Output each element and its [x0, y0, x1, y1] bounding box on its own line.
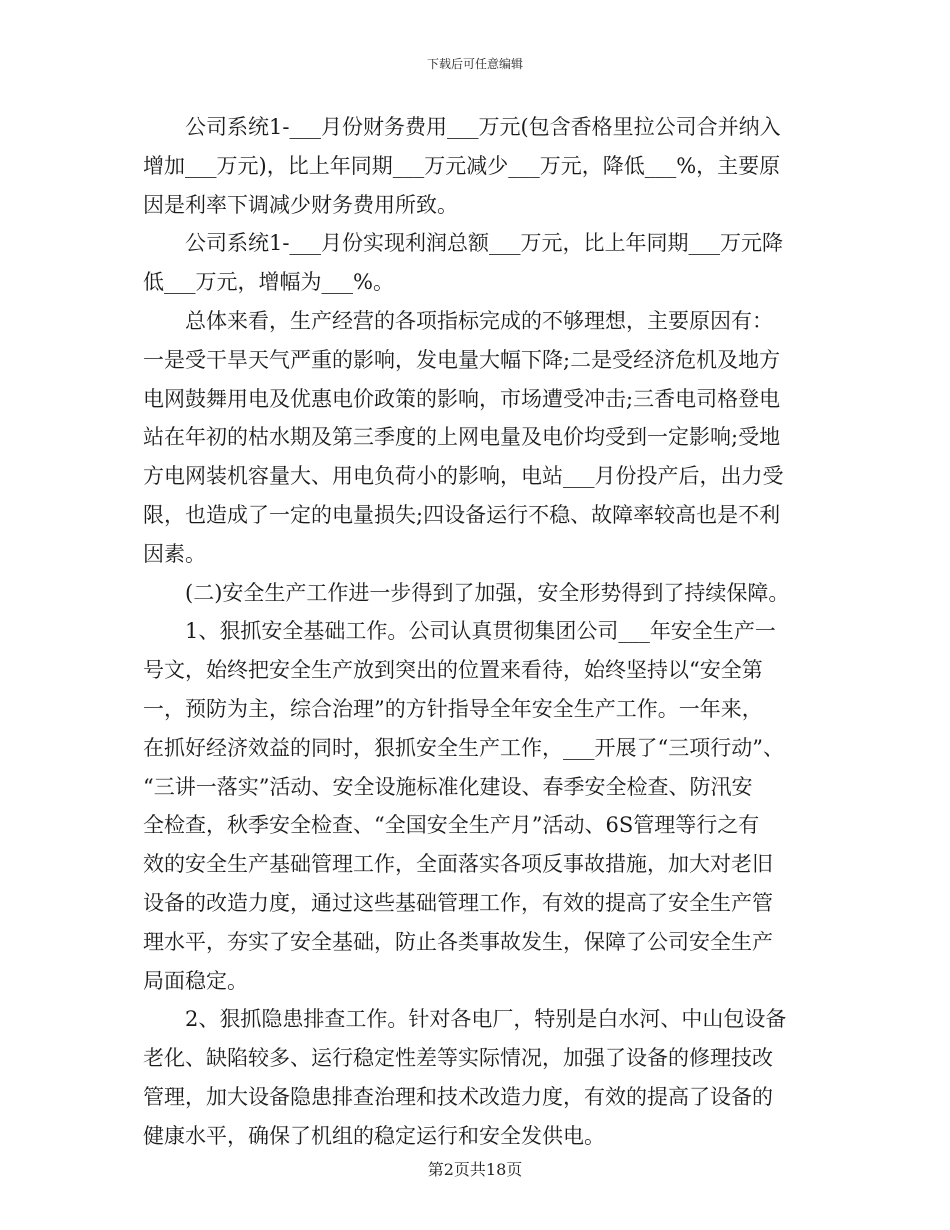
text-line: (二)安全生产工作进一步得到了加强，安全形势得到了持续保障。 — [185, 580, 790, 605]
text-line: 老化、缺陷较多、运行稳定性差等实际情况，加强了设备的修理技改 — [143, 1046, 773, 1071]
text-line: 一，预防为主，综合治理”的方针指导全年安全生产工作。一年来， — [143, 696, 763, 721]
text-line: 公司系统1-___月份财务费用___万元(包含香格里拉公司合并纳入 — [185, 115, 781, 139]
document-body — [143, 108, 815, 1156]
text-line: 在抓好经济效益的同时，狠抓安全生产工作，___开展了“三项行动”、 — [143, 735, 784, 760]
text-line: 一是受干旱天气严重的影响，发电量大幅下降;二是受经济危机及地方 — [143, 347, 781, 372]
text-line: 增加___万元)，比上年同期___万元减少___万元，降低___%，主要原 — [143, 153, 781, 178]
text-line: 号文，始终把安全生产放到突出的位置来看待，始终坚持以“安全第 — [143, 658, 763, 683]
text-line: 全检查，秋季安全检查、“全国安全生产月”活动、6S管理等行之有 — [143, 813, 760, 838]
page-number: 第2页共18页 — [427, 1160, 523, 1179]
text-line: 设备的改造力度，通过这些基础管理工作，有效的提高了安全生产管 — [143, 890, 773, 915]
text-line: 总体来看，生产经营的各项指标完成的不够理想，主要原因有： — [185, 308, 773, 333]
text-line: 管理，加大设备隐患排查治理和技术改造力度，有效的提高了设备的 — [143, 1084, 773, 1109]
text-line: 健康水平，确保了机组的稳定运行和安全发供电。 — [143, 1123, 605, 1148]
text-line: 2、狠抓隐患排查工作。针对各电厂，特别是白水河、中山包设备 — [185, 1007, 787, 1032]
text-line: 因素。 — [143, 541, 206, 566]
text-line: 因是利率下调减少财务费用所致。 — [143, 192, 458, 217]
text-line: 理水平，夯实了安全基础，防止各类事故发生，保障了公司安全生产 — [143, 929, 773, 954]
text-line: 电网鼓舞用电及优惠电价政策的影响，市场遭受冲击;三香电司格登电 — [143, 386, 781, 411]
page-header: 下载后可任意编辑 — [426, 57, 523, 71]
text-line: 公司系统1-___月份实现利润总额___万元，比上年同期___万元降 — [185, 231, 783, 256]
text-line: 站在年初的枯水期及第三季度的上网电量及电价均受到一定影响;受地 — [143, 425, 781, 450]
text-line: 局面稳定。 — [143, 968, 248, 993]
text-line: “三讲一落实”活动、安全设施标准化建设、春季安全检查、防汛安 — [143, 774, 753, 799]
text-line: 1、狠抓安全基础工作。公司认真贯彻集团公司___年安全生产一 — [185, 619, 776, 644]
text-line: 效的安全生产基础管理工作，全面落实各项反事故措施，加大对老旧 — [143, 852, 773, 877]
text-line: 方电网装机容量大、用电负荷小的影响，电站___月份投产后，出力受 — [143, 464, 784, 489]
text-line: 限，也造成了一定的电量损失;四设备运行不稳、故障率较高也是不利 — [143, 502, 781, 527]
text-line: 低___万元，增幅为___%。 — [143, 270, 394, 295]
